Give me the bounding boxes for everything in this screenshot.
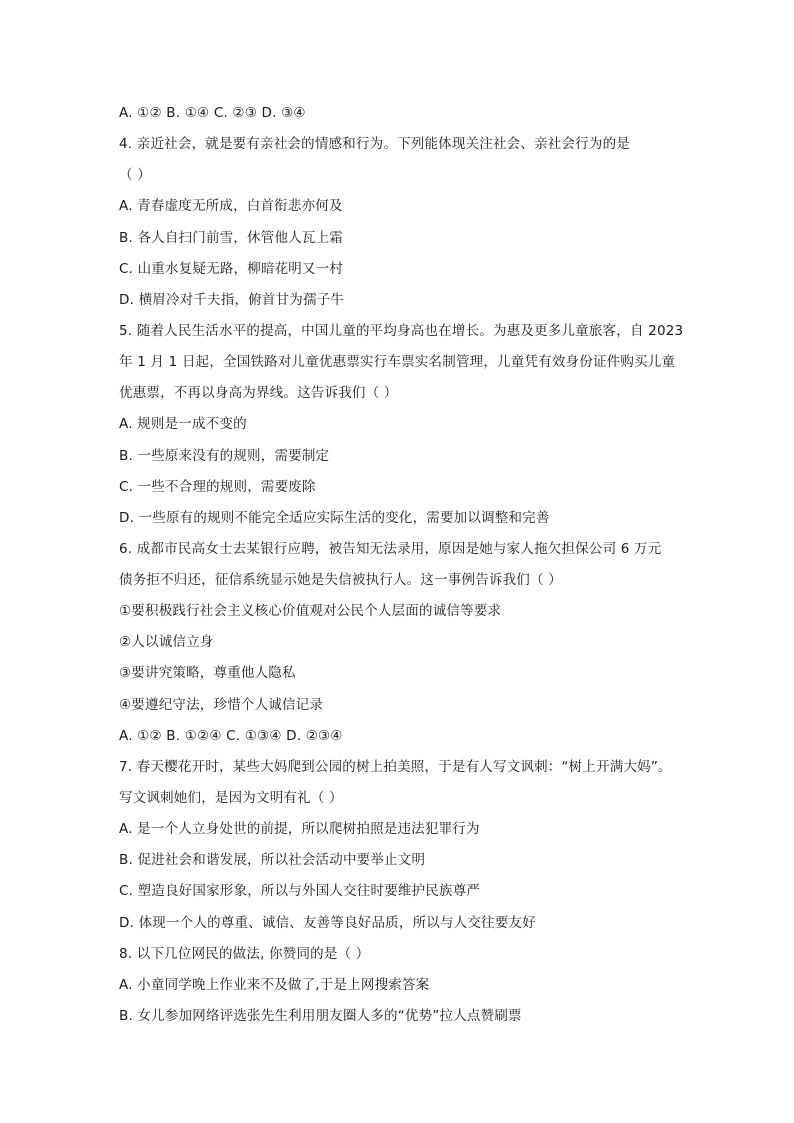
q6-stem-line1: 6. 成都市民高女士去某银行应聘，被告知无法录用，原因是她与家人拖欠担保公司 6 万元 bbox=[119, 541, 662, 557]
q7-option-b: B. 促进社会和谐发展，所以社会活动中要举止文明 bbox=[119, 852, 426, 868]
q5-option-d: D. 一些原有的规则不能完全适应实际生活的变化，需要加以调整和完善 bbox=[119, 510, 550, 526]
q8-option-a: A. 小童同学晚上作业来不及做了,于是上网搜索答案 bbox=[119, 977, 430, 993]
q4-option-b: B. 各人自扫门前雪，休管他人瓦上霜 bbox=[119, 230, 343, 246]
q7-stem-line1: 7. 春天樱花开时，某些大妈爬到公园的树上拍美照，于是有人写文讽刺：“树上开满大妈”。 bbox=[119, 759, 672, 775]
q6-statement-4: ④要遵纪守法，珍惜个人诚信记录 bbox=[119, 697, 324, 713]
q5-option-a: A. 规则是一成不变的 bbox=[119, 416, 247, 432]
q8-stem: 8. 以下几位网民的做法, 你赞同的是（ ） bbox=[119, 946, 370, 962]
q6-stem-line2: 债务拒不归还，征信系统显示她是失信被执行人。这一事例告诉我们（ ） bbox=[119, 572, 562, 588]
q7-option-a: A. 是一个人立身处世的前提，所以爬树拍照是违法犯罪行为 bbox=[119, 821, 480, 837]
q4-stem: 4. 亲近社会，就是要有亲社会的情感和行为。下列能体现关注社会、亲社会行为的是 bbox=[119, 136, 630, 152]
q5-stem-line1: 5. 随着人民生活水平的提高，中国儿童的平均身高也在增长。为惠及更多儿童旅客，自 2023 bbox=[119, 323, 684, 339]
q7-option-c: C. 塑造良好国家形象，所以与外国人交往时要维护民族尊严 bbox=[119, 883, 481, 899]
q6-statement-1: ①要积极践行社会主义核心价值观对公民个人层面的诚信等要求 bbox=[119, 603, 502, 619]
q3-options: A. ①② B. ①④ C. ②③ D. ③④ bbox=[119, 105, 306, 121]
q4-option-c: C. 山重水复疑无路，柳暗花明又一村 bbox=[119, 261, 344, 277]
q6-options: A. ①② B. ①②④ C. ①③④ D. ②③④ bbox=[119, 728, 343, 744]
q4-option-a: A. 青春虚度无所成，白首衔悲亦何及 bbox=[119, 198, 343, 214]
q5-option-b: B. 一些原来没有的规则，需要制定 bbox=[119, 448, 330, 464]
q7-stem-line2: 写文讽刺她们，是因为文明有礼（ ） bbox=[119, 790, 343, 806]
q5-stem-line2: 年 1 月 1 日起，全国铁路对儿童优惠票实行车票实名制管理，儿童凭有效身份证件购买儿童 bbox=[119, 354, 676, 370]
q5-stem-line3: 优惠票，不再以身高为界线。这告诉我们（ ） bbox=[119, 385, 398, 401]
q4-blank: （ ） bbox=[119, 167, 151, 183]
q6-statement-3: ③要讲究策略，尊重他人隐私 bbox=[119, 665, 296, 681]
q4-option-d: D. 横眉冷对千夫指，俯首甘为孺子牛 bbox=[119, 292, 345, 308]
q6-statement-2: ②人以诚信立身 bbox=[119, 634, 214, 650]
q8-option-b: B. 女儿参加网络评选张先生利用朋友圈人多的“优势”拉人点赞刷票 bbox=[119, 1008, 522, 1024]
q7-option-d: D. 体现一个人的尊重、诚信、友善等良好品质，所以与人交往要友好 bbox=[119, 915, 536, 931]
q5-option-c: C. 一些不合理的规则，需要废除 bbox=[119, 479, 316, 495]
